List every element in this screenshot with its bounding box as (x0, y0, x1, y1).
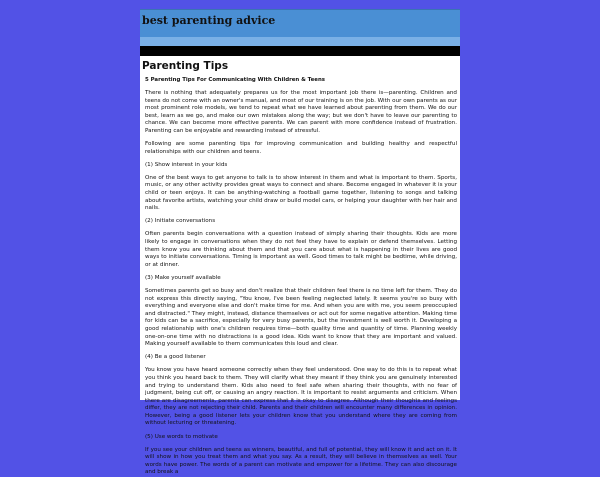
main-content (140, 56, 460, 477)
site-title[interactable]: best parenting advice (142, 14, 276, 27)
section-paragraph: Sometimes parents get so busy and don't realize that their children feel there is no time left for them. They do not express this directly saying, "You know, I've been feeling neglected lately. It seems you're so busy with everything and everyone else and don't make time for me. And when you are with me, you seem preoccupied and distracted." They might, instead, distance themselves or act out for some negative attention. Making time for kids can be a sacrifice, especially for very busy parents, but the investment is well worth it. Developing a good relationship with one's children requires time—both quality time and quantity of time. Planning weekly one-on-one time with no distractions is a good idea. Kids want to know that they are important and valued. Making yourself available to them communicates this loud and clear. (145, 287, 457, 348)
page-title: Parenting Tips (142, 60, 229, 72)
section-paragraph: If you see your children and teens as winners, beautiful, and full of potential, they will know it and act on it. It will show in how you treat them and what you say. As a result, they will believe in themselves as well. Your words have power. The words of a parent can motivate and empower for a lifetime. They can also discourage and break a (145, 446, 457, 476)
section-heading: (1) Show interest in your kids (145, 161, 228, 168)
navigation-bar (140, 46, 460, 56)
article-title: 5 Parenting Tips For Communicating With Children & Teens (145, 77, 325, 83)
section-paragraph: You know you have heard someone correctly when they feel understood. One way to do this is to repeat what you think you heard back to them. They will clarify what they meant if they think you are genuinely interested and trying to understand them. Kids also need to feel safe when sharing their thoughts, with no fear of judgment, being cut off, or causing an angry reaction. It is important to resist arguments and criticism. When there are disagreements, parents can express that it is okay to disagree. Although their thoughts and feelings differ, they are not rejecting their child. Parents and their children will encounter many differences in opinion. However, being a good listener lets your children know that you understand where they are coming from without lecturing or threatening. (145, 367, 457, 427)
section-paragraph: One of the best ways to get anyone to talk is to show interest in them and what is important to them. Sports, music, or any other activity provides great ways to connect and share. Become engaged in whatever it is your child or teen enjoys. It can be anything-watching a football game together, listening to songs and talking about favorite artists, watching your child draw or build model cars, or helping your daughter with her hair and nails. (145, 174, 457, 212)
header-subbar (140, 37, 460, 46)
page-container (140, 9, 460, 476)
intro-paragraph: There is nothing that adequately prepares us for the most important job there is—parenting. Children and teens do not come with an owner's manual, and most of our training is on the job. With our own parents as our most prominent role models, we tend to repeat what we have learned about parenting from them. We do our best, learn as we go, and make our own mistakes along the way; but we don't have to leave our parenting to chance. We can become more effective parents. We can parent with more confidence instead of frustration. Parenting can be enjoyable and rewarding instead of stressful. (145, 90, 457, 134)
intro-paragraph: Following are some parenting tips for improving communication and building healthy and respectful relationships with our children and teens. (145, 141, 457, 155)
section-heading: (2) Initiate conversations (145, 218, 216, 225)
section-heading: (5) Use words to motivate (145, 433, 218, 440)
section-heading: (4) Be a good listener (145, 354, 206, 361)
section-heading: (3) Make yourself available (145, 274, 221, 281)
site-header (140, 9, 460, 37)
section-paragraph: Often parents begin conversations with a question instead of simply sharing their thoughts. Kids are more likely to engage in conversations when they do not feel they have to explain or defend themselves. Letting them know you are thinking about them and that you care about what is happening in their lives are good ways to initiate conversations. Timing is important as well. Good times to talk might be bedtime, while driving, or at dinner. (145, 231, 457, 268)
